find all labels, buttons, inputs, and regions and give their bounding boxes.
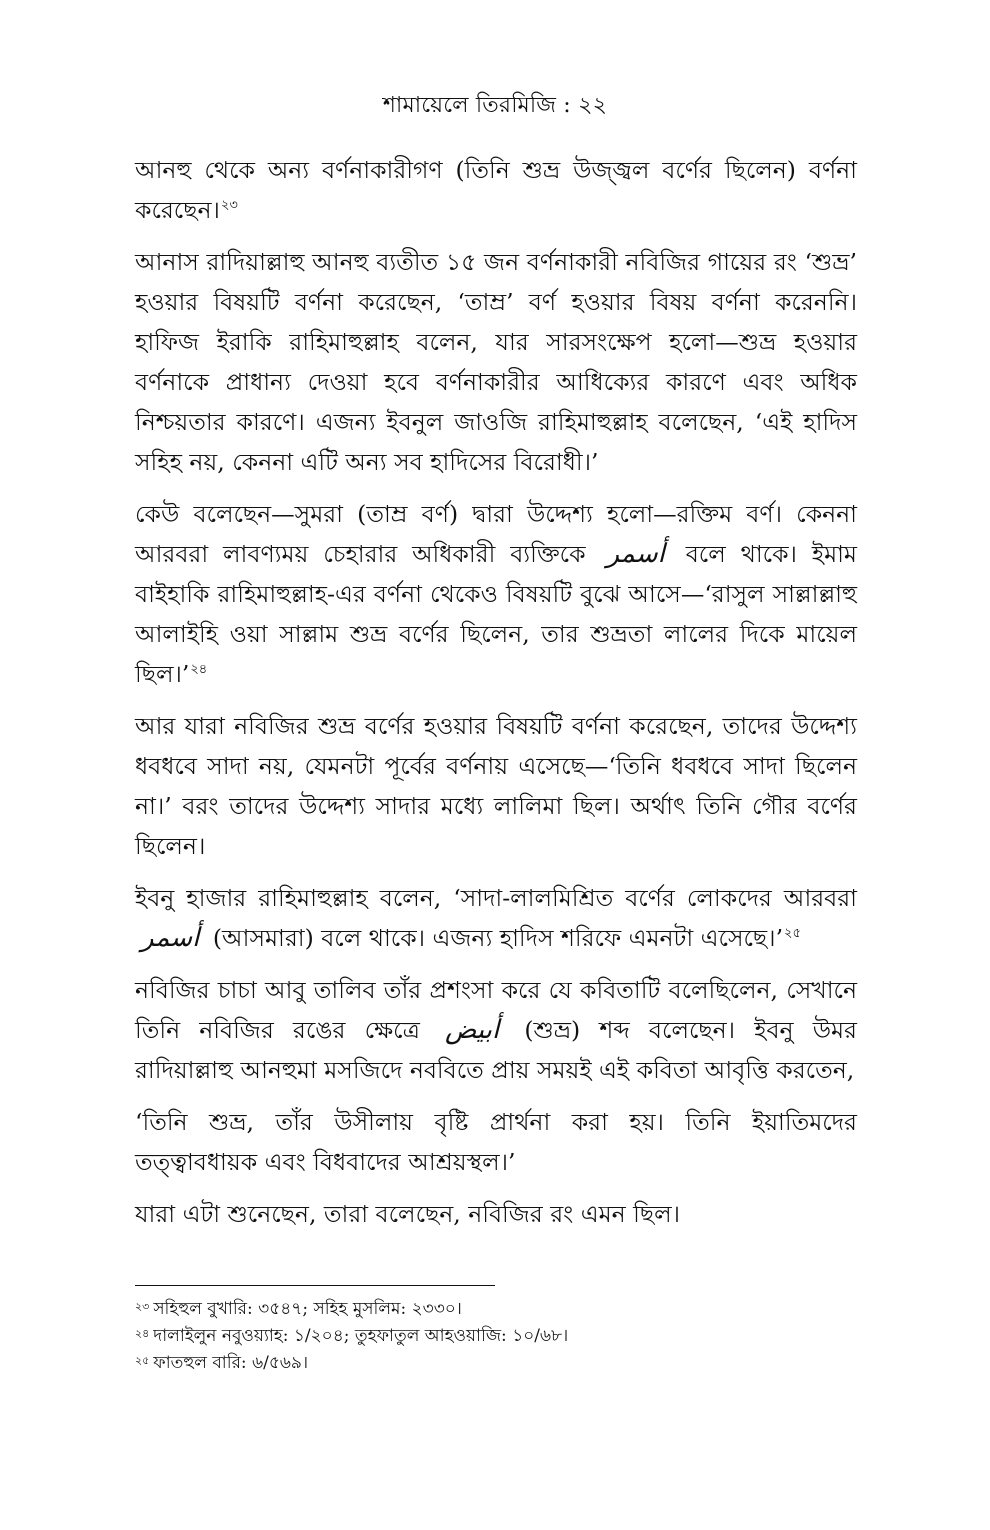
footnote-25 bbox=[135, 1350, 857, 1377]
paragraph-8 bbox=[135, 1194, 857, 1234]
paragraph-text-before: কেউ বলেছেন—সুমরা (তাম্র বর্ণ) দ্বারা উদ্দেশ্য হলো—রক্তিম বর্ণ। কেননা আরবরা লাবণ্যময় চেহারার অধিকারী ব্যক্তিকে bbox=[135, 500, 857, 568]
paragraph-5 bbox=[135, 878, 857, 958]
paragraph-text-before: নবিজির চাচা আবু তালিব তাঁর প্রশংসা করে যে কবিতাটি বলেছিলেন, সেখানে তিনি নবিজির রঙের ক্ষেত্রে bbox=[135, 976, 857, 1044]
paragraph-text-after: (আসমারা) বলে থাকে। এজন্য হাদিস শরিফে এমনটা এসেছে।’ bbox=[212, 924, 784, 952]
paragraph-4 bbox=[135, 706, 857, 866]
footnotes bbox=[135, 1296, 857, 1377]
footnote-number: ২৪ bbox=[135, 1327, 150, 1340]
body-text bbox=[135, 150, 857, 1246]
paragraph-2 bbox=[135, 242, 857, 482]
footnote-divider bbox=[135, 1285, 495, 1286]
paragraph-1 bbox=[135, 150, 857, 230]
footnote-23 bbox=[135, 1296, 857, 1323]
paragraph-3 bbox=[135, 494, 857, 694]
paragraph-text-after: (শুভ্র) শব্দ বলেছেন। ইবনু উমর রাদিয়াল্লাহু আনহুমা মসজিদে নববিতে প্রায় সময়ই এই কবিতা আবৃত্তি করতেন, bbox=[135, 1016, 857, 1084]
paragraph-text: আনহু থেকে অন্য বর্ণনাকারীগণ (তিনি শুভ্র উজ্জ্বল বর্ণের ছিলেন) বর্ণনা করেছেন। bbox=[135, 156, 857, 224]
footnote-ref-25: ২৫ bbox=[784, 926, 801, 941]
paragraph-text: যারা এটা শুনেছেন, তারা বলেছেন, নবিজির রং এমন ছিল। bbox=[135, 1200, 681, 1228]
footnote-ref-23: ২৩ bbox=[220, 198, 238, 213]
paragraph-6 bbox=[135, 970, 857, 1090]
footnote-ref-24: ২৪ bbox=[190, 662, 208, 677]
footnote-number: ২৫ bbox=[135, 1354, 150, 1367]
paragraph-text: আর যারা নবিজির শুভ্র বর্ণের হওয়ার বিষয়টি বর্ণনা করেছেন, তাদের উদ্দেশ্য ধবধবে সাদা নয়, যেমনটা পূর্বের বর্ণনায় এসেছে—‘তিনি ধবধবে সাদা ছিলেন না।’ বরং তাদের উদ্দেশ্য সাদার মধ্যে লালিমা ছিল। অর্থাৎ তিনি গৌর বর্ণের ছিলেন। bbox=[135, 712, 857, 860]
footnote-24 bbox=[135, 1323, 857, 1350]
footnote-number: ২৩ bbox=[135, 1300, 150, 1313]
footnote-text: দালাইলুন নবুওয়্যাহ: ১/২০৪; তুহফাতুল আহওয়াজি: ১০/৬৮। bbox=[153, 1326, 569, 1346]
arabic-word-asmar: أسمر bbox=[141, 923, 200, 953]
paragraph-text-after: বলে থাকে। ইমাম বাইহাকি রাহিমাহুল্লাহ-এর বর্ণনা থেকেও বিষয়টি বুঝে আসে—‘রাসুল সাল্লাল্লাহু আলাইহি ওয়া সাল্লাম শুভ্র বর্ণের ছিলেন, তার শুভ্রতা লালের দিকে মায়েল ছিল।’ bbox=[135, 540, 857, 688]
paragraph-text: আনাস রাদিয়াল্লাহু আনহু ব্যতীত ১৫ জন বর্ণনাকারী নবিজির গায়ের রং ‘শুভ্র’ হওয়ার বিষয়টি বর্ণনা করেছেন, ‘তাম্র’ বর্ণ হওয়ার বিষয় বর্ণনা করেননি। হাফিজ ইরাকি রাহিমাহুল্লাহ বলেন, যার সারসংক্ষেপ হলো—শুভ্র হওয়ার বর্ণনাকে প্রাধান্য দেওয়া হবে বর্ণনাকারীর আধিক্যের কারণে এবং অধিক নিশ্চয়তার কারণে। এজন্য ইবনুল জাওজি রাহিমাহুল্লাহ বলেছেন, ‘এই হাদিস সহিহ নয়, কেননা এটি অন্য সব হাদিসের বিরোধী।’ bbox=[135, 248, 857, 476]
arabic-word-abyad: أبيض bbox=[445, 1015, 500, 1045]
footnote-text: সহিহুল বুখারি: ৩৫৪৭; সহিহ মুসলিম: ২৩৩০। bbox=[153, 1299, 462, 1319]
paragraph-text: ‘তিনি শুভ্র, তাঁর উসীলায় বৃষ্টি প্রার্থনা করা হয়। তিনি ইয়াতিমদের তত্ত্বাবধায়ক এবং বিধবাদের আশ্রয়স্থল।’ bbox=[135, 1108, 857, 1176]
running-header: শামায়েলে তিরমিজি : ২২ bbox=[382, 93, 608, 118]
footnote-text: ফাতহুল বারি: ৬/৫৬৯। bbox=[153, 1353, 309, 1373]
paragraph-text-before: ইবনু হাজার রাহিমাহুল্লাহ বলেন, ‘সাদা-লালমিশ্রিত বর্ণের লোকদের আরবরা bbox=[135, 884, 857, 912]
arabic-word-asmar: أسمر bbox=[606, 539, 665, 569]
paragraph-7-quote bbox=[135, 1102, 857, 1182]
